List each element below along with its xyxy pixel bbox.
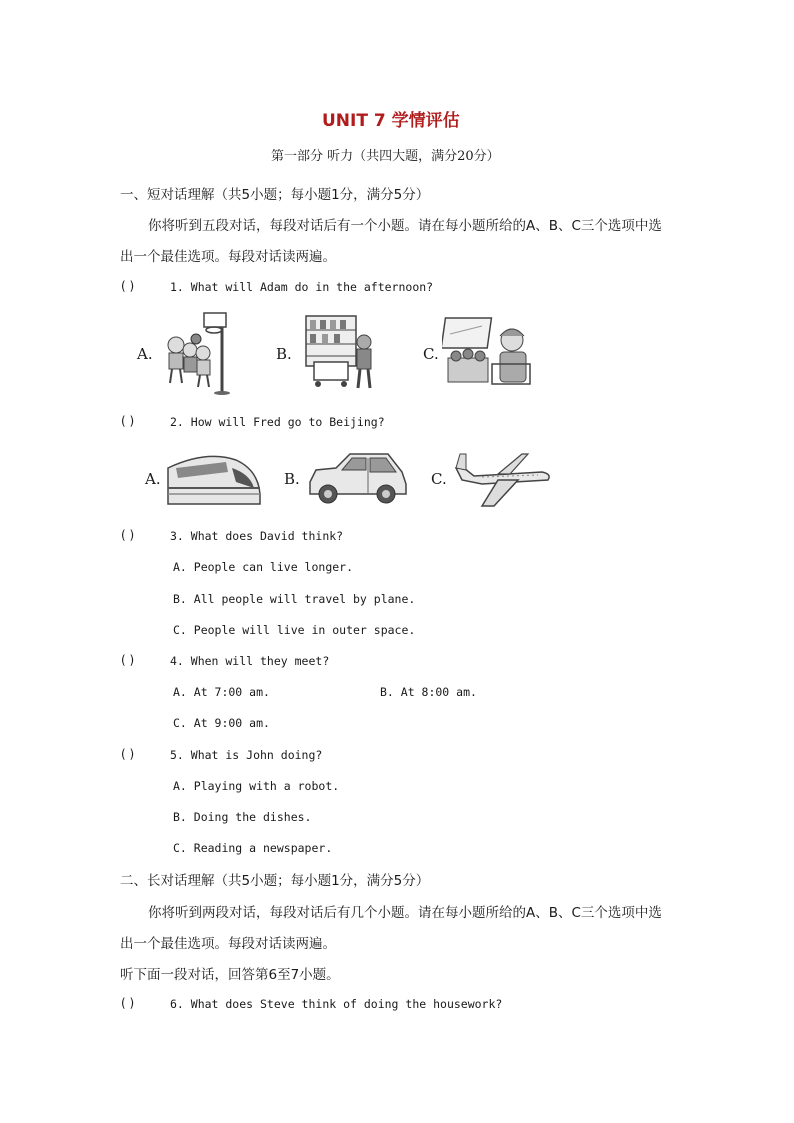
question-6-text: 6. What does Steve think of doing the housework? [170,997,503,1011]
answer-blank-q1[interactable]: ( ) [121,279,135,293]
q2-option-b-label: B. [284,470,300,488]
q5-option-c: C. Reading a newspaper. [173,841,333,855]
question-3-text: 3. What does David think? [170,529,344,543]
answer-blank-q4[interactable]: ( ) [121,653,135,667]
car-icon [306,450,410,508]
q3-option-c: C. People will live in outer space. [173,623,416,637]
answer-blank-q5[interactable]: ( ) [121,747,135,761]
question-2-text: 2. How will Fred go to Beijing? [170,415,385,429]
answer-blank-q3[interactable]: ( ) [121,528,135,542]
high-speed-train-icon [166,448,264,508]
q2-option-c-label: C. [431,470,447,488]
movie-theater-icon [442,314,532,392]
q5-option-b: B. Doing the dishes. [173,810,312,824]
section1-heading: 一、短对话理解（共5小题；每小题1分，满分5分） [120,187,430,203]
q1-option-b-label: B. [276,345,292,363]
answer-blank-q2[interactable]: ( ) [121,414,135,428]
q1-option-c-label: C. [423,345,439,363]
section2-instruction-line3: 听下面一段对话，回答第6至7小题。 [120,967,340,983]
question-4-text: 4. When will they meet? [170,654,330,668]
section2-instruction-line2: 出一个最佳选项。每段对话读两遍。 [120,936,336,952]
airplane-icon [452,450,554,508]
page-subtitle: 第一部分 听力（共四大题，满分20分） [271,149,500,164]
page-title: UNIT 7 学情评估 [322,111,460,131]
q4-option-a: A. At 7:00 am. [173,685,270,699]
section2-instruction-line1: 你将听到两段对话，每段对话后有几个小题。请在每小题所给的A、B、C三个选项中选 [148,905,662,921]
section2-heading: 二、长对话理解（共5小题；每小题1分，满分5分） [120,873,430,889]
section1-instruction-line2: 出一个最佳选项。每段对话读两遍。 [120,249,336,265]
q4-option-c: C. At 9:00 am. [173,716,270,730]
q2-option-a-label: A. [145,470,161,488]
q3-option-a: A. People can live longer. [173,560,354,574]
q5-option-a: A. Playing with a robot. [173,779,340,793]
q1-option-a-label: A. [137,345,153,363]
q4-option-b: B. At 8:00 am. [380,685,477,699]
question-5-text: 5. What is John doing? [170,748,323,762]
section1-instruction-line1: 你将听到五段对话，每段对话后有一个小题。请在每小题所给的A、B、C三个选项中选 [148,218,662,234]
q3-option-b: B. All people will travel by plane. [173,592,416,606]
supermarket-shopping-icon [300,312,380,394]
basketball-children-icon [160,305,240,395]
question-1-text: 1. What will Adam do in the afternoon? [170,280,434,294]
answer-blank-q6[interactable]: ( ) [121,996,135,1010]
